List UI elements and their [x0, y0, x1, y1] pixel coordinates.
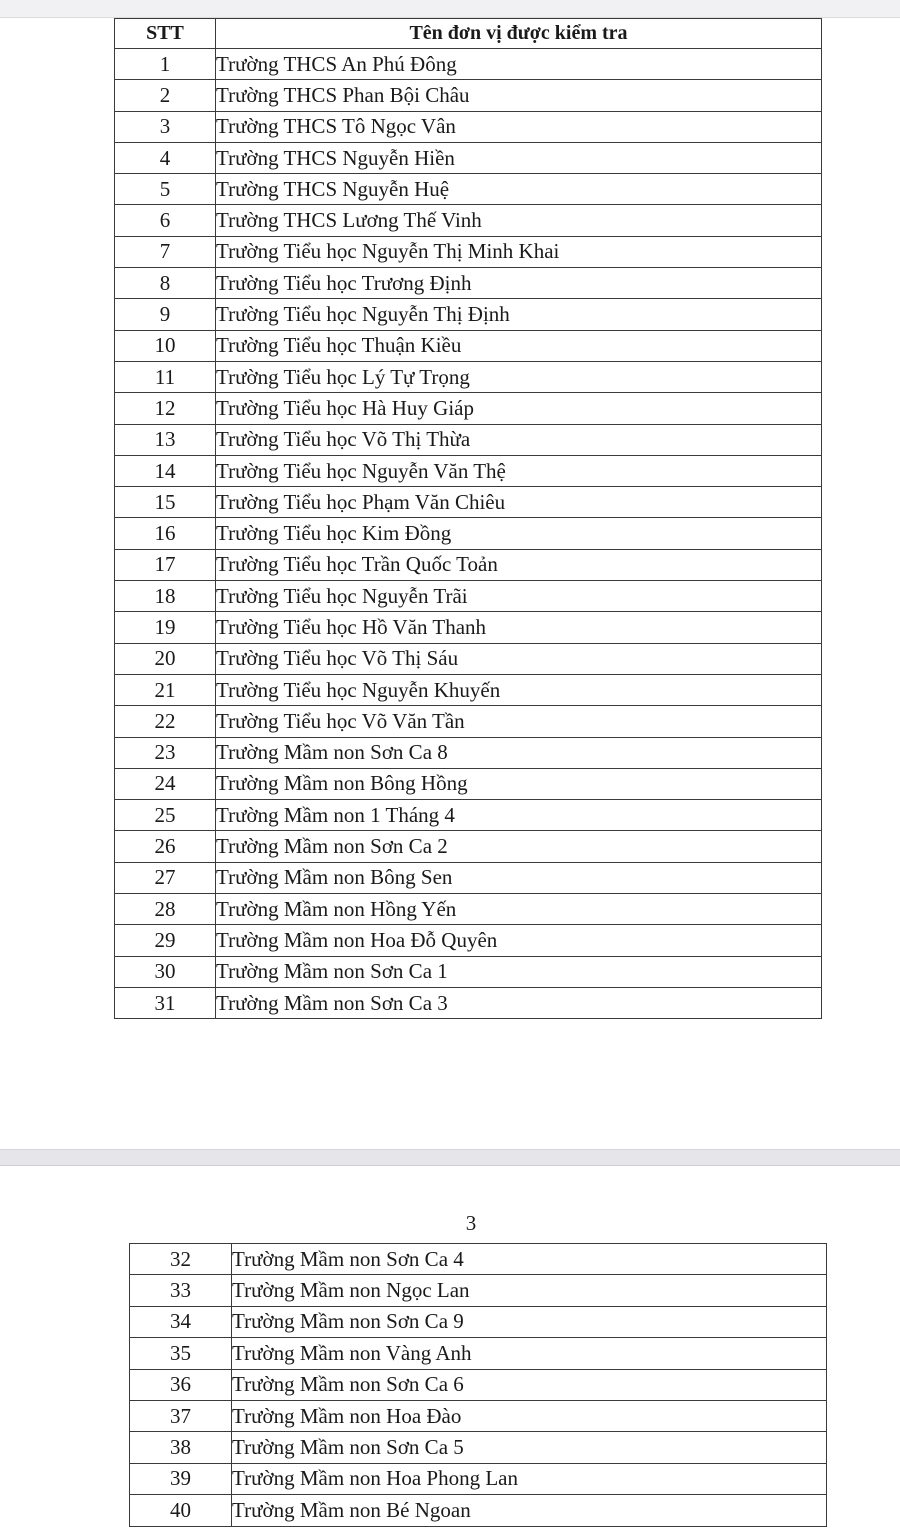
- inspection-units-table-page-1: [114, 18, 822, 1019]
- row-stt: 26: [115, 831, 216, 862]
- table-row: [115, 987, 822, 1018]
- row-stt: 5: [115, 174, 216, 205]
- row-unit-name: Trường Mầm non Sơn Ca 8: [216, 737, 822, 768]
- table-row: [130, 1244, 827, 1275]
- row-unit-name: Trường Tiểu học Hà Huy Giáp: [216, 393, 822, 424]
- table-row: [115, 174, 822, 205]
- table-body: [115, 49, 822, 1019]
- row-unit-name: Trường Tiểu học Nguyễn Khuyến: [216, 674, 822, 705]
- row-unit-name: Trường Tiểu học Trương Định: [216, 268, 822, 299]
- table-row: [115, 894, 822, 925]
- row-stt: 16: [115, 518, 216, 549]
- row-unit-name: Trường Tiểu học Kim Đồng: [216, 518, 822, 549]
- row-stt: 17: [115, 549, 216, 580]
- row-stt: 31: [115, 987, 216, 1018]
- row-stt: 27: [115, 862, 216, 893]
- table-row: [115, 111, 822, 142]
- row-stt: 3: [115, 111, 216, 142]
- row-stt: 38: [130, 1432, 232, 1463]
- table-row: [115, 956, 822, 987]
- row-unit-name: Trường Tiểu học Thuận Kiều: [216, 330, 822, 361]
- row-unit-name: Trường Mầm non Bé Ngoan: [232, 1495, 827, 1526]
- table-row: [115, 330, 822, 361]
- row-unit-name: Trường Mầm non Bông Hồng: [216, 768, 822, 799]
- row-unit-name: Trường Tiểu học Võ Thị Sáu: [216, 643, 822, 674]
- row-unit-name: Trường Tiểu học Võ Văn Tần: [216, 706, 822, 737]
- table-row: [115, 674, 822, 705]
- table-row: [115, 800, 822, 831]
- row-unit-name: Trường Mầm non Sơn Ca 6: [232, 1369, 827, 1400]
- table-row: [115, 455, 822, 486]
- table-row: [115, 299, 822, 330]
- row-stt: 11: [115, 361, 216, 392]
- table-row: [115, 581, 822, 612]
- row-unit-name: Trường Tiểu học Lý Tự Trọng: [216, 361, 822, 392]
- table-body: [130, 1244, 827, 1527]
- table-row: [115, 80, 822, 111]
- row-unit-name: Trường Tiểu học Nguyễn Thị Minh Khai: [216, 236, 822, 267]
- row-stt: 32: [130, 1244, 232, 1275]
- row-stt: 39: [130, 1463, 232, 1494]
- table-row: [115, 268, 822, 299]
- table-row: [115, 549, 822, 580]
- table-row: [130, 1400, 827, 1431]
- table-row: [130, 1306, 827, 1337]
- inspection-units-table-page-2: [129, 1243, 827, 1527]
- row-unit-name: Trường Mầm non 1 Tháng 4: [216, 800, 822, 831]
- row-unit-name: Trường THCS Phan Bội Châu: [216, 80, 822, 111]
- table-row: [115, 424, 822, 455]
- row-stt: 30: [115, 956, 216, 987]
- row-stt: 33: [130, 1275, 232, 1306]
- table-header-row: [115, 19, 822, 49]
- table-row: [115, 737, 822, 768]
- table-row: [115, 831, 822, 862]
- row-stt: 19: [115, 612, 216, 643]
- row-unit-name: Trường THCS Tô Ngọc Vân: [216, 111, 822, 142]
- row-unit-name: Trường Tiểu học Phạm Văn Chiêu: [216, 487, 822, 518]
- row-unit-name: Trường Tiểu học Hồ Văn Thanh: [216, 612, 822, 643]
- row-unit-name: Trường Mầm non Sơn Ca 4: [232, 1244, 827, 1275]
- row-unit-name: Trường Mầm non Sơn Ca 5: [232, 1432, 827, 1463]
- row-stt: 21: [115, 674, 216, 705]
- row-unit-name: Trường Mầm non Hoa Đỗ Quyên: [216, 925, 822, 956]
- row-stt: 24: [115, 768, 216, 799]
- row-stt: 7: [115, 236, 216, 267]
- row-unit-name: Trường THCS Nguyễn Hiền: [216, 142, 822, 173]
- row-stt: 2: [115, 80, 216, 111]
- row-unit-name: Trường Mầm non Hoa Đào: [232, 1400, 827, 1431]
- row-stt: 1: [115, 49, 216, 80]
- table-row: [115, 643, 822, 674]
- table-row: [130, 1463, 827, 1494]
- row-stt: 29: [115, 925, 216, 956]
- table-row: [115, 862, 822, 893]
- row-unit-name: Trường Mầm non Bông Sen: [216, 862, 822, 893]
- row-unit-name: Trường Mầm non Sơn Ca 1: [216, 956, 822, 987]
- row-unit-name: Trường Tiểu học Nguyễn Văn Thệ: [216, 455, 822, 486]
- row-unit-name: Trường Mầm non Ngọc Lan: [232, 1275, 827, 1306]
- page-number: 3: [465, 1211, 477, 1235]
- header-unit-name: Tên đơn vị được kiểm tra: [216, 19, 822, 49]
- row-stt: 40: [130, 1495, 232, 1526]
- top-toolbar-strip: [0, 0, 900, 18]
- row-unit-name: Trường Tiểu học Trần Quốc Toản: [216, 549, 822, 580]
- row-stt: 37: [130, 1400, 232, 1431]
- row-stt: 8: [115, 268, 216, 299]
- table-row: [115, 612, 822, 643]
- table-row: [115, 49, 822, 80]
- table-row: [115, 518, 822, 549]
- row-stt: 28: [115, 894, 216, 925]
- row-stt: 34: [130, 1306, 232, 1337]
- table-row: [130, 1338, 827, 1369]
- row-unit-name: Trường Tiểu học Võ Thị Thừa: [216, 424, 822, 455]
- row-unit-name: Trường Mầm non Hồng Yến: [216, 894, 822, 925]
- row-stt: 15: [115, 487, 216, 518]
- table-row: [130, 1432, 827, 1463]
- row-unit-name: Trường THCS An Phú Đông: [216, 49, 822, 80]
- table-row: [115, 768, 822, 799]
- row-stt: 25: [115, 800, 216, 831]
- row-unit-name: Trường Mầm non Sơn Ca 2: [216, 831, 822, 862]
- row-stt: 10: [115, 330, 216, 361]
- table-row: [115, 205, 822, 236]
- row-stt: 23: [115, 737, 216, 768]
- row-stt: 36: [130, 1369, 232, 1400]
- table-row: [115, 142, 822, 173]
- row-stt: 12: [115, 393, 216, 424]
- row-stt: 18: [115, 581, 216, 612]
- table-row: [130, 1495, 827, 1526]
- row-unit-name: Trường THCS Nguyễn Huệ: [216, 174, 822, 205]
- table-row: [130, 1275, 827, 1306]
- row-stt: 6: [115, 205, 216, 236]
- row-stt: 4: [115, 142, 216, 173]
- table-row: [115, 706, 822, 737]
- row-unit-name: Trường Tiểu học Nguyễn Trãi: [216, 581, 822, 612]
- row-stt: 35: [130, 1338, 232, 1369]
- row-stt: 13: [115, 424, 216, 455]
- table-row: [115, 361, 822, 392]
- row-unit-name: Trường Mầm non Vàng Anh: [232, 1338, 827, 1369]
- row-unit-name: Trường THCS Lương Thế Vinh: [216, 205, 822, 236]
- row-unit-name: Trường Tiểu học Nguyễn Thị Định: [216, 299, 822, 330]
- row-stt: 20: [115, 643, 216, 674]
- row-unit-name: Trường Mầm non Sơn Ca 9: [232, 1306, 827, 1337]
- row-unit-name: Trường Mầm non Sơn Ca 3: [216, 987, 822, 1018]
- table-row: [115, 925, 822, 956]
- row-stt: 9: [115, 299, 216, 330]
- table-row: [115, 236, 822, 267]
- row-unit-name: Trường Mầm non Hoa Phong Lan: [232, 1463, 827, 1494]
- table-row: [130, 1369, 827, 1400]
- page-separator: [0, 1149, 900, 1166]
- row-stt: 14: [115, 455, 216, 486]
- table-row: [115, 487, 822, 518]
- row-stt: 22: [115, 706, 216, 737]
- table-row: [115, 393, 822, 424]
- header-stt: STT: [115, 19, 216, 49]
